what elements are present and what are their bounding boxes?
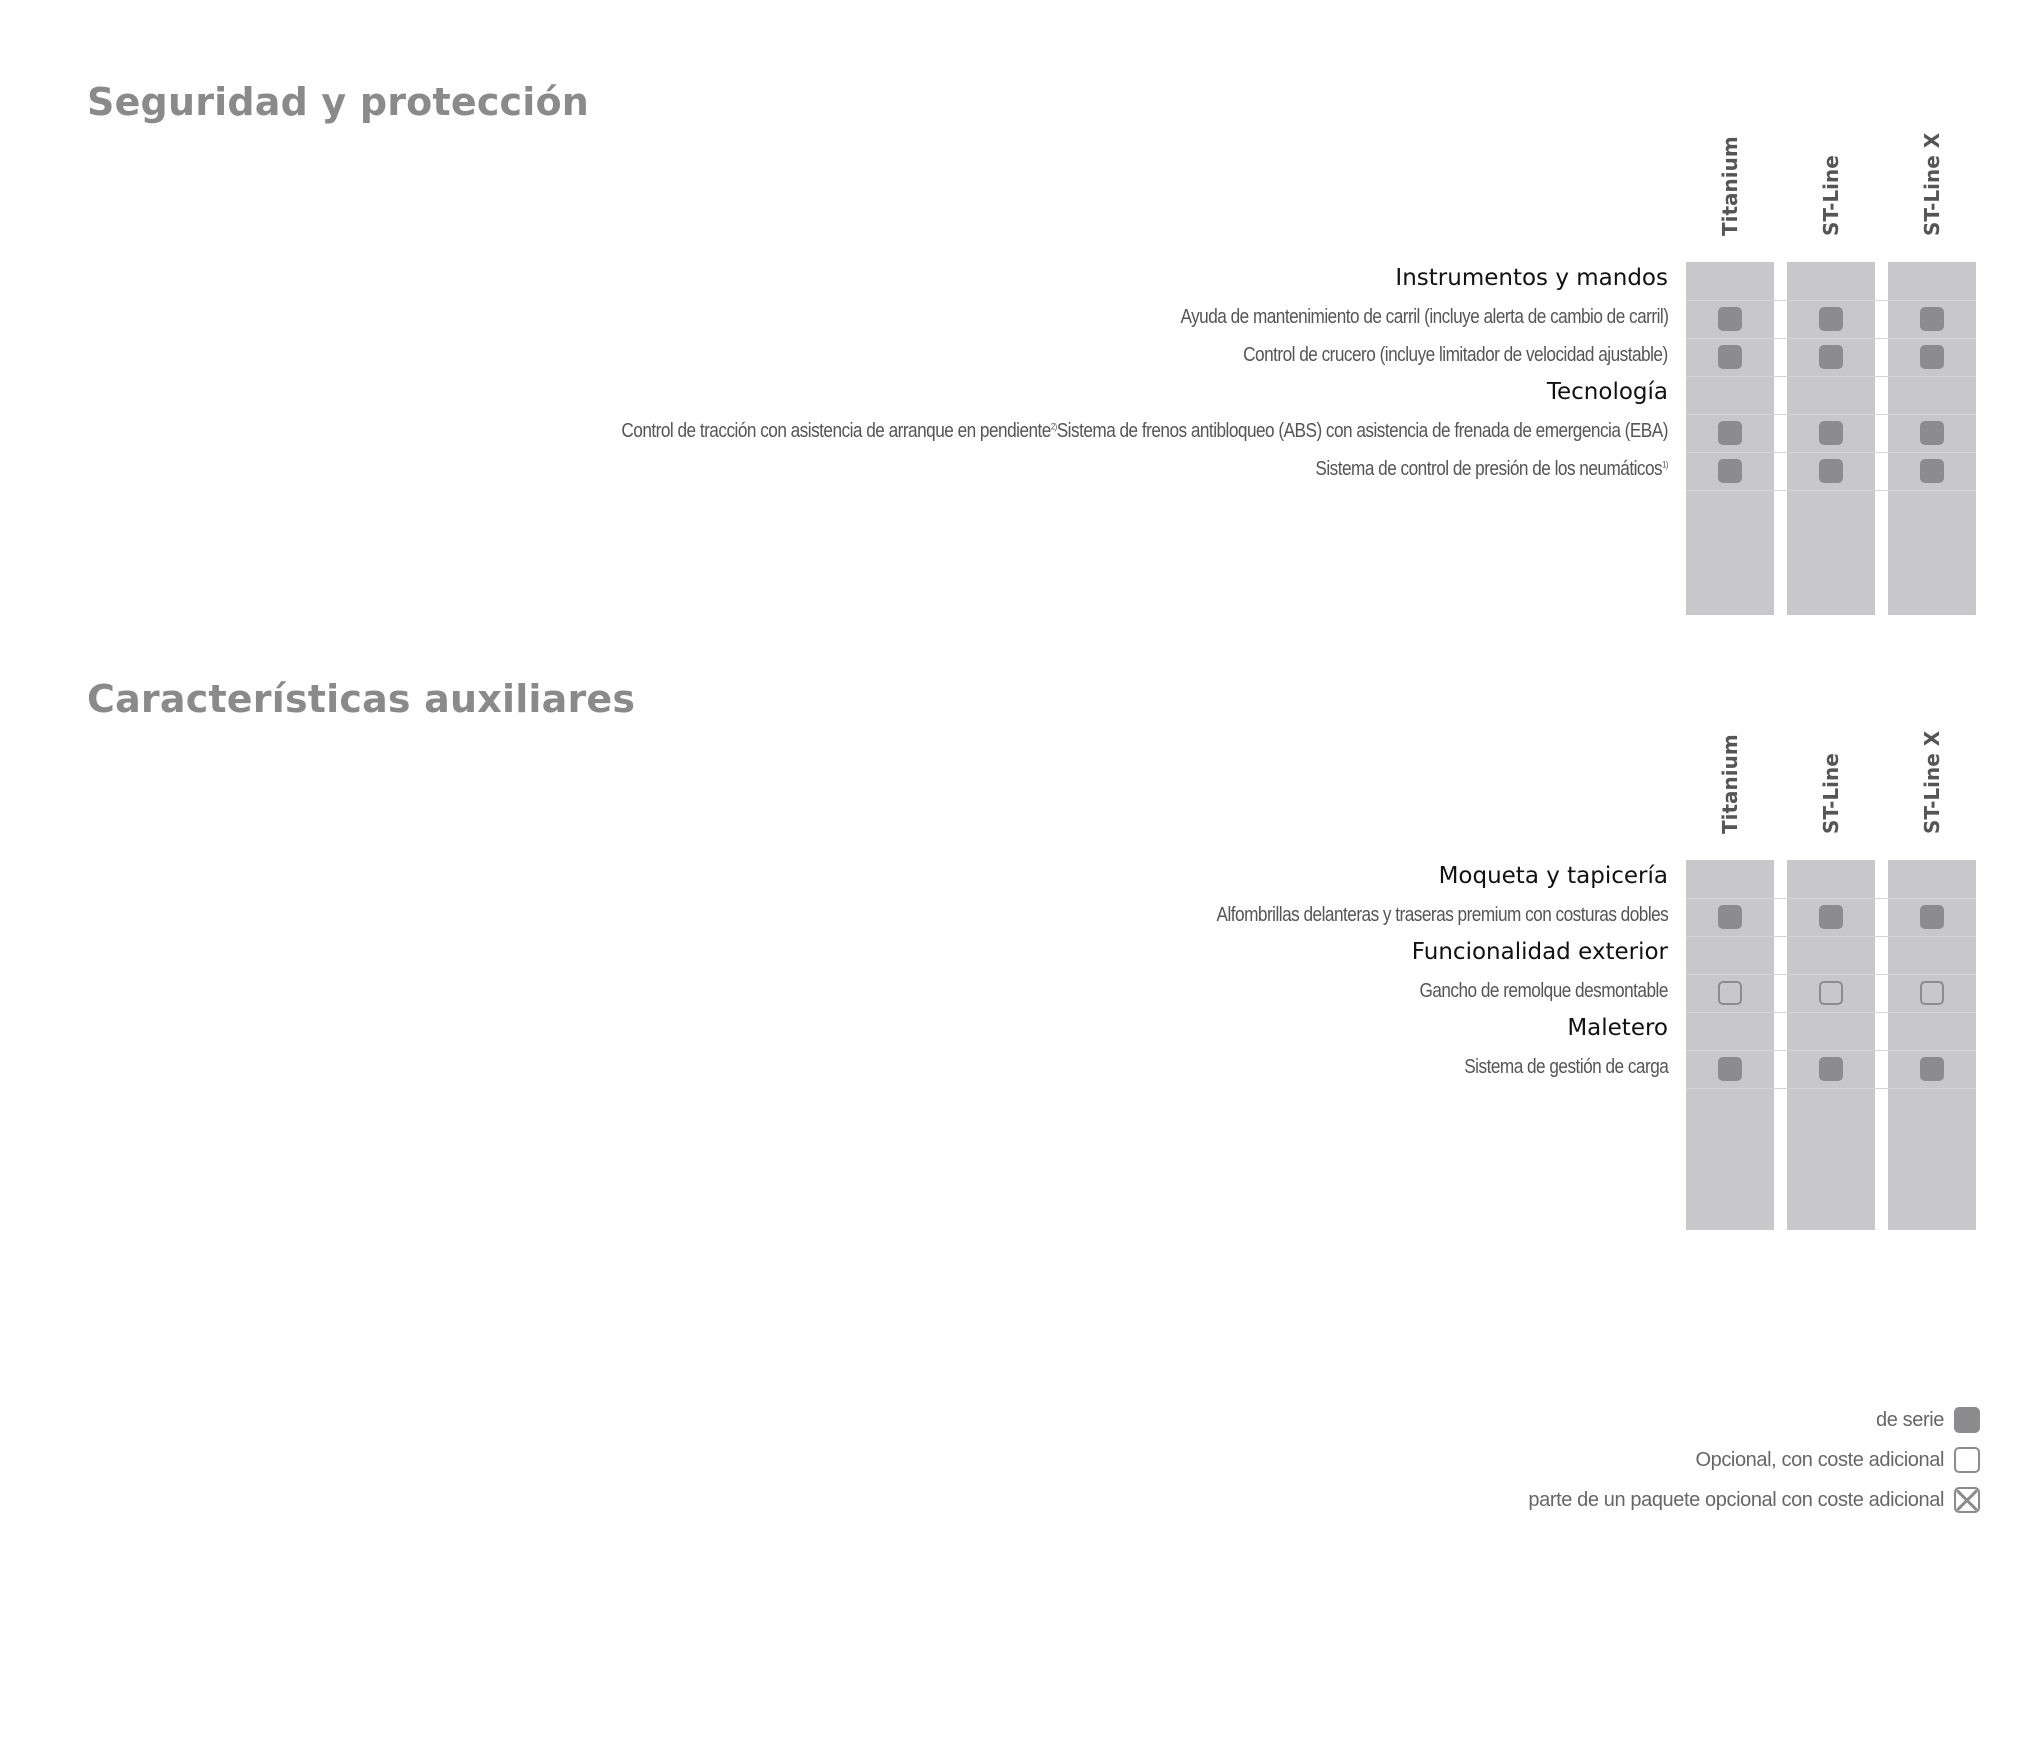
category-heading bbox=[1439, 863, 1668, 889]
row-divider bbox=[1686, 414, 1976, 415]
feature-label bbox=[1420, 980, 1668, 1003]
row-divider bbox=[1686, 1050, 1976, 1051]
row-text: Moqueta y tapicería bbox=[1438, 863, 1668, 889]
column-header-label: ST-Line bbox=[1819, 155, 1843, 236]
standard-indicator bbox=[1718, 345, 1742, 369]
column-header-label: ST-Line bbox=[1819, 753, 1843, 834]
row-divider bbox=[1686, 376, 1976, 377]
column-header bbox=[1686, 136, 1774, 260]
standard-indicator bbox=[1718, 307, 1742, 331]
column-header bbox=[1686, 734, 1774, 858]
optional-indicator bbox=[1920, 981, 1944, 1005]
row-text: Maletero bbox=[1567, 1015, 1668, 1041]
column-header bbox=[1888, 730, 1976, 858]
section-title: Seguridad y protección bbox=[87, 80, 590, 124]
standard-indicator bbox=[1819, 345, 1843, 369]
feature-label bbox=[1216, 904, 1668, 927]
feature-label bbox=[621, 420, 1668, 443]
standard-indicator bbox=[1920, 345, 1944, 369]
standard-indicator bbox=[1920, 459, 1944, 483]
standard-indicator bbox=[1920, 1057, 1944, 1081]
standard-indicator bbox=[1920, 905, 1944, 929]
column-header-label: Titanium bbox=[1718, 136, 1742, 236]
row-text-continued: Sistema de frenos antibloqueo (ABS) con asistencia de frenada de emergencia (EBA) bbox=[1056, 420, 1668, 442]
optional-icon bbox=[1954, 1447, 1980, 1473]
row-divider bbox=[1686, 338, 1976, 339]
feature-label bbox=[1315, 458, 1668, 481]
row-divider bbox=[1686, 452, 1976, 453]
row-text: Sistema de control de presión de los neumáticos bbox=[1315, 458, 1663, 480]
standard-indicator bbox=[1718, 905, 1742, 929]
standard-indicator bbox=[1718, 1057, 1742, 1081]
row-text: Funcionalidad exterior bbox=[1411, 939, 1668, 965]
column-header bbox=[1888, 132, 1976, 260]
section-title: Características auxiliares bbox=[87, 677, 636, 721]
standard-icon bbox=[1954, 1407, 1980, 1433]
standard-indicator bbox=[1718, 459, 1742, 483]
standard-indicator bbox=[1819, 1057, 1843, 1081]
column-header bbox=[1787, 150, 1875, 260]
row-text: Tecnología bbox=[1546, 379, 1668, 405]
row-text: Ayuda de mantenimiento de carril (incluye alerta de cambio de carril) bbox=[1180, 306, 1668, 328]
legend-label: de serie bbox=[1876, 1408, 1944, 1431]
row-divider bbox=[1686, 1088, 1976, 1089]
row-divider bbox=[1686, 490, 1976, 491]
row-divider bbox=[1686, 898, 1976, 899]
column-header-label: ST-Line X bbox=[1920, 132, 1944, 236]
standard-indicator bbox=[1819, 421, 1843, 445]
row-text: Alfombrillas delanteras y traseras premium con costuras dobles bbox=[1216, 904, 1668, 926]
row-text: Control de crucero (incluye limitador de velocidad ajustable) bbox=[1243, 344, 1668, 366]
legend-item bbox=[1528, 1485, 1980, 1515]
optional-indicator bbox=[1819, 981, 1843, 1005]
row-text: Gancho de remolque desmontable bbox=[1419, 980, 1668, 1002]
category-heading bbox=[1395, 265, 1668, 291]
column-header-label: ST-Line X bbox=[1920, 730, 1944, 834]
standard-indicator bbox=[1819, 459, 1843, 483]
row-divider bbox=[1686, 300, 1976, 301]
row-text: Sistema de gestión de carga bbox=[1463, 1056, 1668, 1078]
feature-label bbox=[1243, 344, 1668, 367]
row-divider bbox=[1686, 936, 1976, 937]
package-icon bbox=[1954, 1487, 1980, 1513]
footnote-marker: 2) bbox=[1050, 421, 1057, 432]
footnote-marker: 1) bbox=[1662, 459, 1668, 470]
row-text: Instrumentos y mandos bbox=[1395, 265, 1668, 291]
standard-indicator bbox=[1920, 421, 1944, 445]
column-header bbox=[1787, 748, 1875, 858]
standard-indicator bbox=[1819, 905, 1843, 929]
legend-label: parte de un paquete opcional con coste adicional bbox=[1528, 1488, 1944, 1511]
optional-indicator bbox=[1718, 981, 1742, 1005]
standard-indicator bbox=[1819, 307, 1843, 331]
category-heading bbox=[1547, 379, 1668, 405]
standard-indicator bbox=[1920, 307, 1944, 331]
legend-label: Opcional, con coste adicional bbox=[1695, 1448, 1944, 1471]
standard-indicator bbox=[1718, 421, 1742, 445]
feature-label bbox=[1180, 306, 1668, 329]
category-heading bbox=[1567, 1015, 1668, 1041]
row-divider bbox=[1686, 974, 1976, 975]
row-divider bbox=[1686, 1012, 1976, 1013]
feature-label bbox=[1464, 1056, 1668, 1079]
row-text: Control de tracción con asistencia de arranque en pendiente bbox=[621, 420, 1051, 442]
legend-item bbox=[1876, 1405, 1980, 1435]
column-header-label: Titanium bbox=[1718, 734, 1742, 834]
legend-item bbox=[1695, 1445, 1980, 1475]
category-heading bbox=[1412, 939, 1668, 965]
